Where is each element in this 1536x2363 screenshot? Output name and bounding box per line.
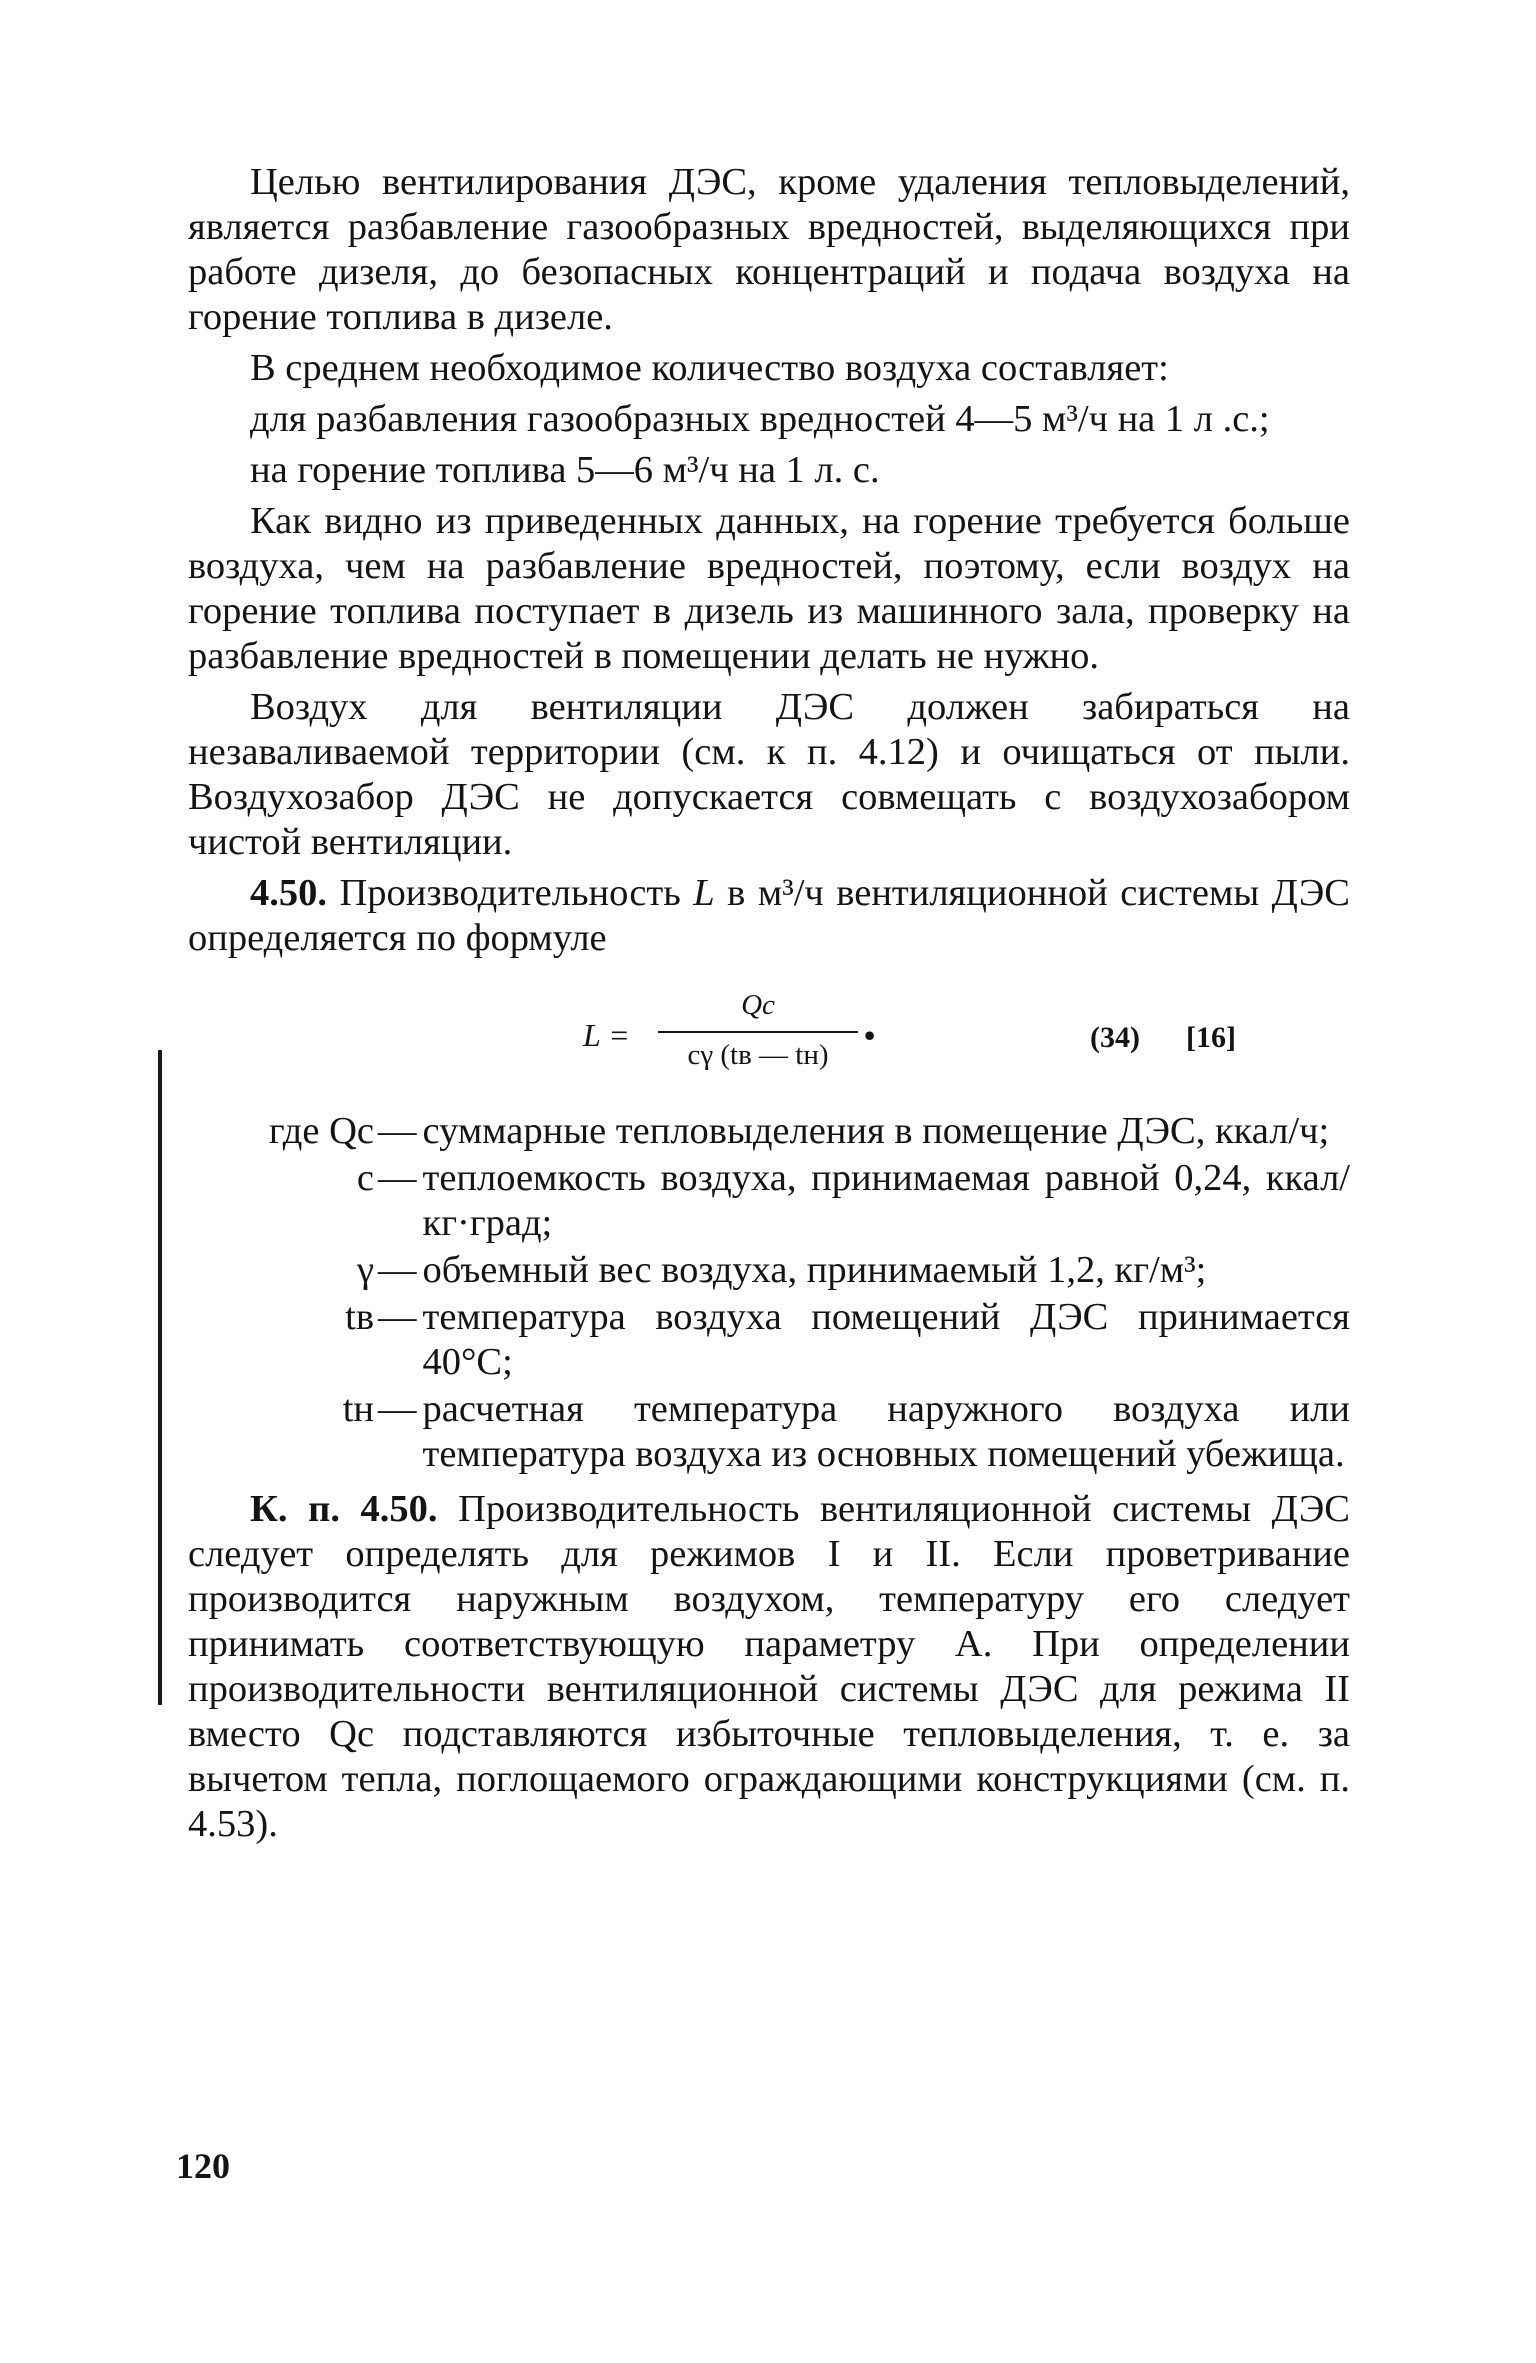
definition-text: температура воздуха помещений ДЭС принимается 40°С; <box>422 1296 1350 1383</box>
paragraph-ventilation-purpose: Целью вентилирования ДЭС, кроме удаления тепловыделений, является разбавление газообразных вредностей, выделяющихся при работе дизеля, до безопасных концентраций и подача воздуха на горение топлива в дизеле. <box>188 161 1350 338</box>
formula-trailing-mark: • <box>864 1017 876 1053</box>
formula-reference: [16] <box>1186 1021 1236 1054</box>
definition-row <box>188 1109 1350 1154</box>
formula-lhs: L = <box>583 1017 630 1053</box>
paragraph-combustion-vs-dilution: Как видно из приведенных данных, на горение требуется больше воздуха, чем на разбавление вредностей, поэтому, если воздух на горение топлива поступает в дизель из машинного зала, проверку на разбавление вредностей в помещении делать не нужно. <box>188 500 1350 677</box>
paragraph-air-intake: Воздух для вентиляции ДЭС должен забираться на незаваливаемой территории (см. к п. 4.12) и очищаться от пыли. Воздухозабор ДЭС не допускается совмещать с воздухозабором чистой вентиляции. <box>188 686 1350 863</box>
definition-dash: — <box>378 1249 417 1291</box>
section-text-before: Производительность <box>327 872 694 914</box>
variable-definitions <box>188 1109 1350 1477</box>
formula-denominator: cγ (tв — tн) <box>687 1039 829 1071</box>
paragraph-dilution-air: для разбавления газообразных вредностей 4—5 м³/ч на 1 л .с.; <box>250 398 1270 440</box>
paragraph-air-quantity-intro: В среднем необходимое количество воздуха составляет: <box>250 347 1169 389</box>
section-symbol: L <box>693 872 715 914</box>
commentary-label: К. п. 4.50. <box>250 1488 438 1530</box>
definition-symbol: где Qc <box>268 1110 374 1152</box>
commentary-4-50 <box>188 1487 1350 1847</box>
fraction-bar <box>658 1031 858 1033</box>
definition-dash: — <box>378 1296 417 1338</box>
formula-fraction <box>658 985 858 1073</box>
definition-text: расчетная температура наружного воздуха или температура воздуха из основных помещений убежища. <box>422 1388 1350 1475</box>
definition-symbol: γ <box>356 1249 374 1291</box>
definition-symbol: tн <box>342 1388 374 1430</box>
formula-number: (34) <box>1090 1021 1140 1054</box>
margin-change-bar <box>158 1050 162 1705</box>
definition-symbol: c <box>356 1157 374 1199</box>
definition-text: объемный вес воздуха, принимаемый 1,2, кг/м³; <box>422 1249 1207 1291</box>
definition-row <box>188 1248 1350 1293</box>
page-body <box>188 160 1350 1847</box>
formula-34 <box>188 975 1350 1095</box>
paragraph-combustion-air: на горение топлива 5—6 м³/ч на 1 л. с. <box>250 449 880 491</box>
formula-numerator: Qc <box>741 989 775 1021</box>
definition-row <box>188 1156 1350 1246</box>
page-number: 120 <box>176 2146 230 2186</box>
commentary-text: Производительность вентиляционной системы ДЭС следует определять для режимов I и II. Если проветривание производится наружным воздухом, температуру его следует принимать соответствующую параметру А. При определении производительности вентиляционной системы ДЭС для режима II вместо Qc подставляются избыточные тепловыделения, т. е. за вычетом тепла, поглощаемого ограждающими конструкциями (см. п. 4.53). <box>188 1488 1350 1845</box>
definition-row <box>188 1295 1350 1385</box>
definition-row <box>188 1387 1350 1477</box>
definition-dash: — <box>378 1157 417 1199</box>
section-text-after: в м³/ч вентиляционной системы ДЭС определяется по формуле <box>188 872 1350 959</box>
section-4-50 <box>188 871 1350 961</box>
definition-symbol: tв <box>345 1296 374 1338</box>
definition-dash: — <box>378 1110 417 1152</box>
section-number: 4.50. <box>250 872 327 914</box>
definition-dash: — <box>378 1388 417 1430</box>
definition-text: суммарные тепловыделения в помещение ДЭС, ккал/ч; <box>422 1110 1330 1152</box>
definition-text: теплоемкость воздуха, принимаемая равной 0,24, ккал/кг·град; <box>422 1157 1350 1244</box>
